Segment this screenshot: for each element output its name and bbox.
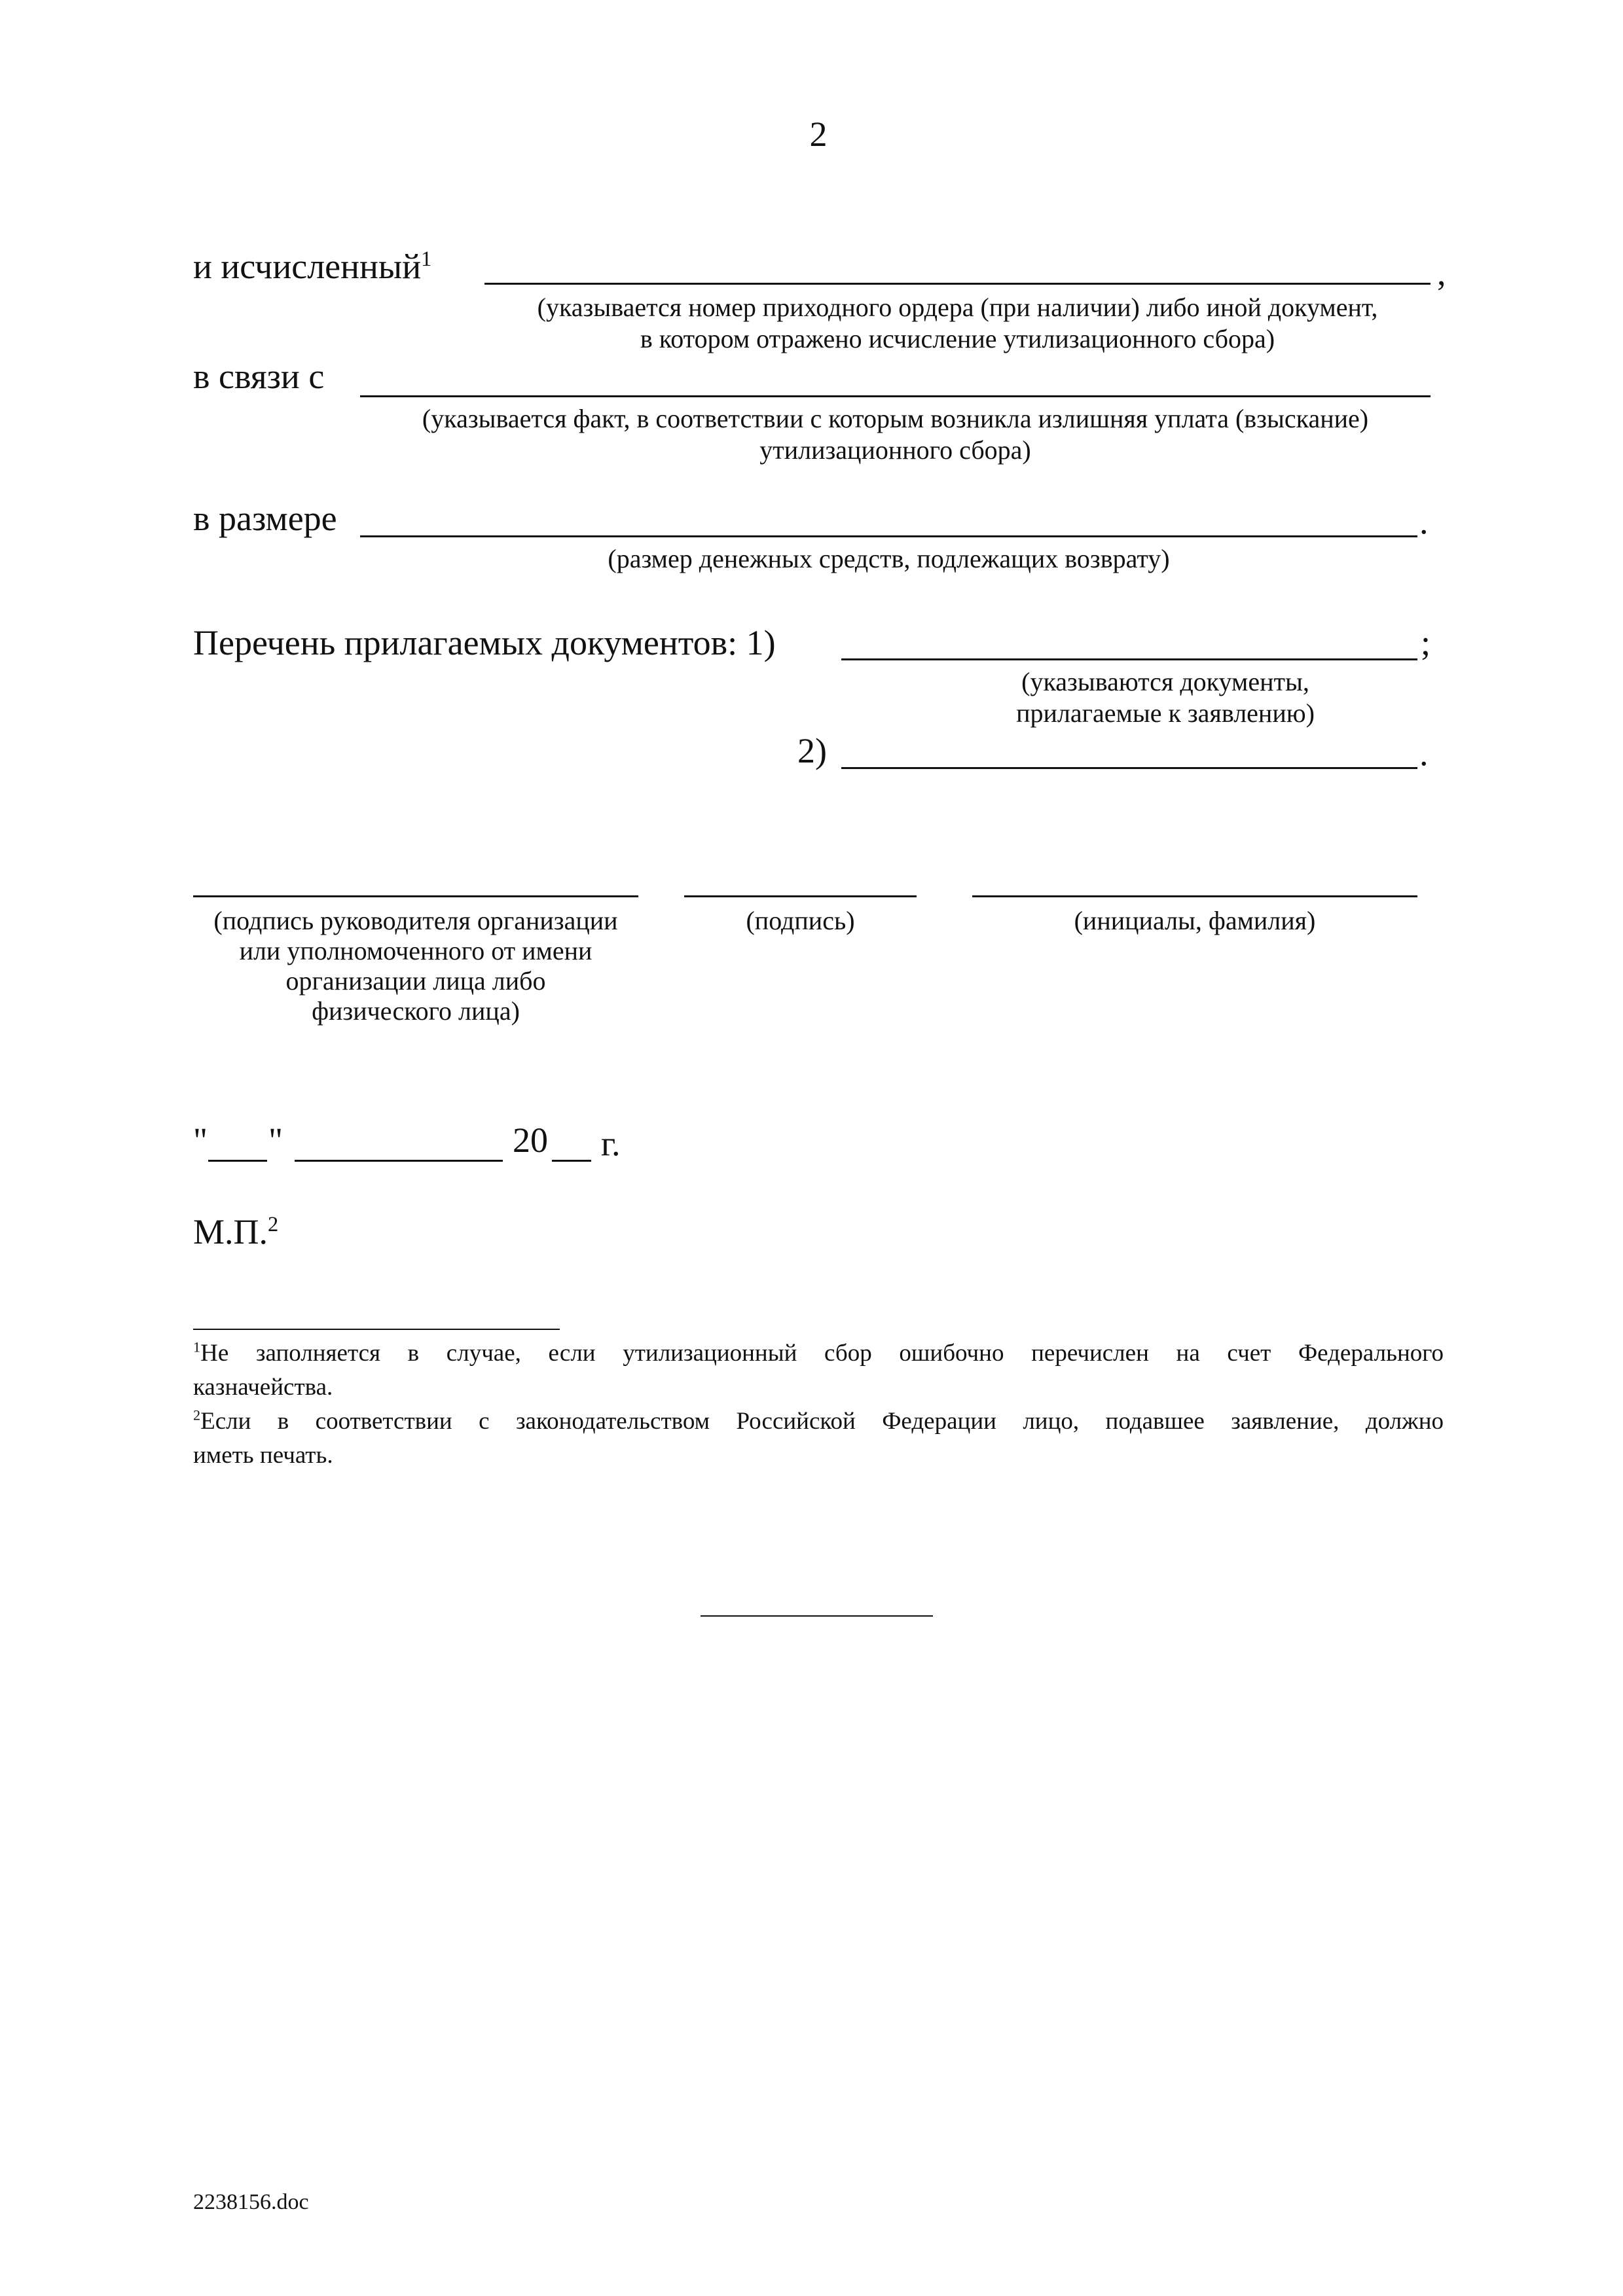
head-signature-line[interactable] [193, 895, 638, 897]
amount-fill-line[interactable] [360, 535, 1417, 537]
head-signature-caption: (подпись руководителя организации или уполномоченного от имени организации лица либо физического лица) [213, 906, 618, 1026]
name-signature-line[interactable] [972, 895, 1417, 897]
attachment-2-period: . [1419, 734, 1429, 773]
attachment-2-fill-line[interactable] [841, 767, 1417, 769]
attachment-1-semicolon: ; [1421, 623, 1431, 662]
attachment-1-fill-line[interactable] [841, 658, 1417, 660]
reason-fill-line[interactable] [360, 395, 1431, 397]
amount-period: . [1419, 502, 1429, 541]
attachment-2-label: 2) [797, 731, 827, 770]
stamp-place: М.П.$^2$ [193, 1212, 279, 1251]
signature-caption: (подпись) [746, 906, 855, 935]
amount-hint: (размер денежных средств, подлежащих возврату) [608, 544, 1170, 573]
date-close-quote: " [268, 1121, 283, 1160]
name-caption: (инициалы, фамилия) [1074, 906, 1316, 935]
footnote-ref-1: 1 [421, 247, 432, 271]
signature-line[interactable] [684, 895, 917, 897]
calculated-hint: (указывается номер приходного ордера (при наличии) либо иной документ, в котором отражено исчисление утилизационного сбора) [537, 293, 1378, 353]
calculated-comma: , [1437, 253, 1446, 293]
date-day-line[interactable] [208, 1160, 267, 1162]
end-separator [701, 1615, 933, 1617]
file-name: 2238156.doc [193, 2190, 309, 2214]
page-number: 2 [809, 115, 828, 154]
reason-hint: (указывается факт, в соответствии с которым возникла излишняя уплата (взыскание) утилизационного сбора) [422, 404, 1369, 465]
date-month-line[interactable] [295, 1160, 503, 1162]
footnote-1: $^1$Не заполняется в случае, если утилизационный сбор ошибочно перечислен на счет Федерального казначейства. [193, 1338, 1444, 1401]
calculated-label: и исчисленный$^1$ [193, 247, 432, 286]
attachments-label: Перечень прилагаемых документов: 1) [193, 623, 776, 662]
footnote-ref-2: 2 [268, 1213, 279, 1236]
amount-label: в размере [193, 499, 337, 538]
date-year-suffix: г. [601, 1124, 621, 1163]
reason-label: в связи с [193, 357, 325, 396]
date-year-prefix: 20 [513, 1121, 548, 1160]
footnote-separator [193, 1329, 560, 1330]
attachments-hint: (указываются документы, прилагаемые к заявлению) [1016, 667, 1315, 728]
date-year-line[interactable] [552, 1160, 591, 1162]
date-open-quote: " [193, 1121, 208, 1160]
footnote-2: $^2$Если в соответствии с законодательством Российской Федерации лицо, подавшее заявление, должно иметь печать. [193, 1407, 1444, 1469]
calculated-fill-line[interactable] [484, 283, 1431, 285]
